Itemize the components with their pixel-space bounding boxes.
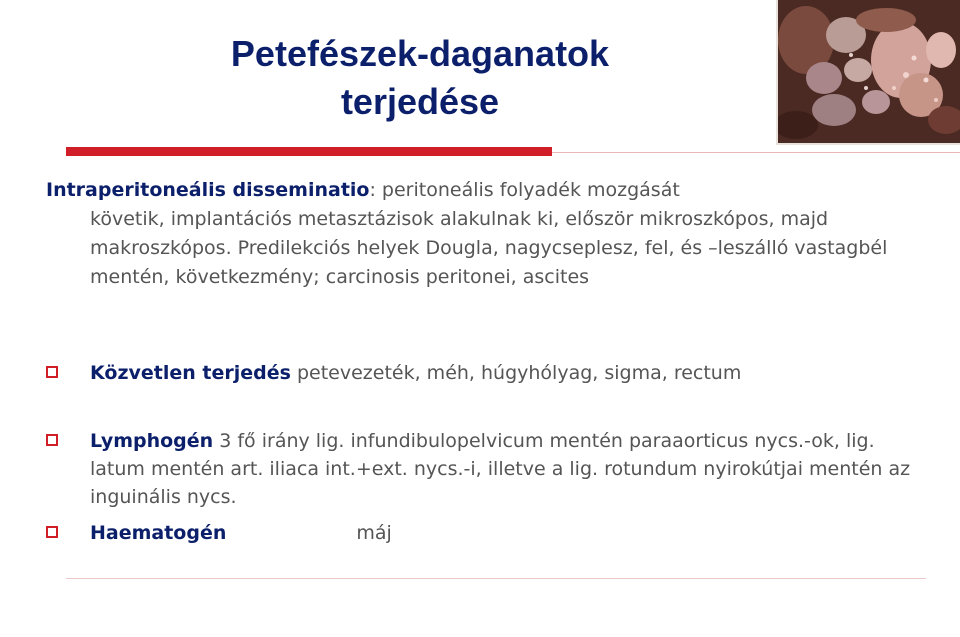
bullet-item-detail: petevezeték, méh, húgyhólyag, sigma, rectum	[290, 362, 742, 384]
bullet-item-term: Lymphogén	[90, 430, 214, 452]
slide-title	[120, 30, 720, 126]
hollow-square-bullet-icon	[46, 434, 58, 446]
bullet-item-term: Haematogén	[90, 522, 227, 544]
intro-term: Intraperitoneális disseminatio	[46, 179, 370, 201]
title-divider-line	[552, 152, 960, 153]
bullet-item-lymphogenic	[46, 427, 926, 511]
slide-title-line-1: Petefészek-daganatok	[230, 33, 610, 74]
bullet-item-text	[46, 359, 926, 387]
intro-first-line: : peritoneális folyadék mozgását	[369, 179, 680, 201]
title-accent-bar	[66, 147, 552, 156]
slide-title-line-2: terjedése	[340, 81, 500, 122]
intro-continuation: követik, implantációs metasztázisok alakulnak ki, először mikroszkópos, majd makroszkópos. Predilekciós helyek Dougla, nagycseplesz, fel, és –leszálló vastagbél mentén, következmény; carcinosis peritonei, ascites	[90, 208, 888, 288]
bullet-item-text	[46, 519, 926, 547]
bullet-item-text	[46, 427, 926, 511]
hollow-square-bullet-icon	[46, 366, 58, 378]
pathology-photo-frame	[776, 0, 960, 145]
bullet-item-term: Közvetlen terjedés	[90, 362, 291, 384]
hollow-square-bullet-icon	[46, 526, 58, 538]
bullet-item-direct-spread	[46, 359, 926, 387]
intro-paragraph	[46, 176, 896, 292]
bullet-item-detail: máj	[356, 522, 392, 544]
bullet-item-haematogenous	[46, 519, 926, 547]
bullet-item-detail: 3 fő irány lig. infundibulopelvicum mentén paraaorticus nycs.-ok, lig. latum mentén art. iliaca int.+ext. nycs.-i, illetve a lig. rotundum nyirokútjai mentén az inguinális nycs.	[90, 430, 911, 508]
footer-divider-line	[66, 578, 926, 579]
